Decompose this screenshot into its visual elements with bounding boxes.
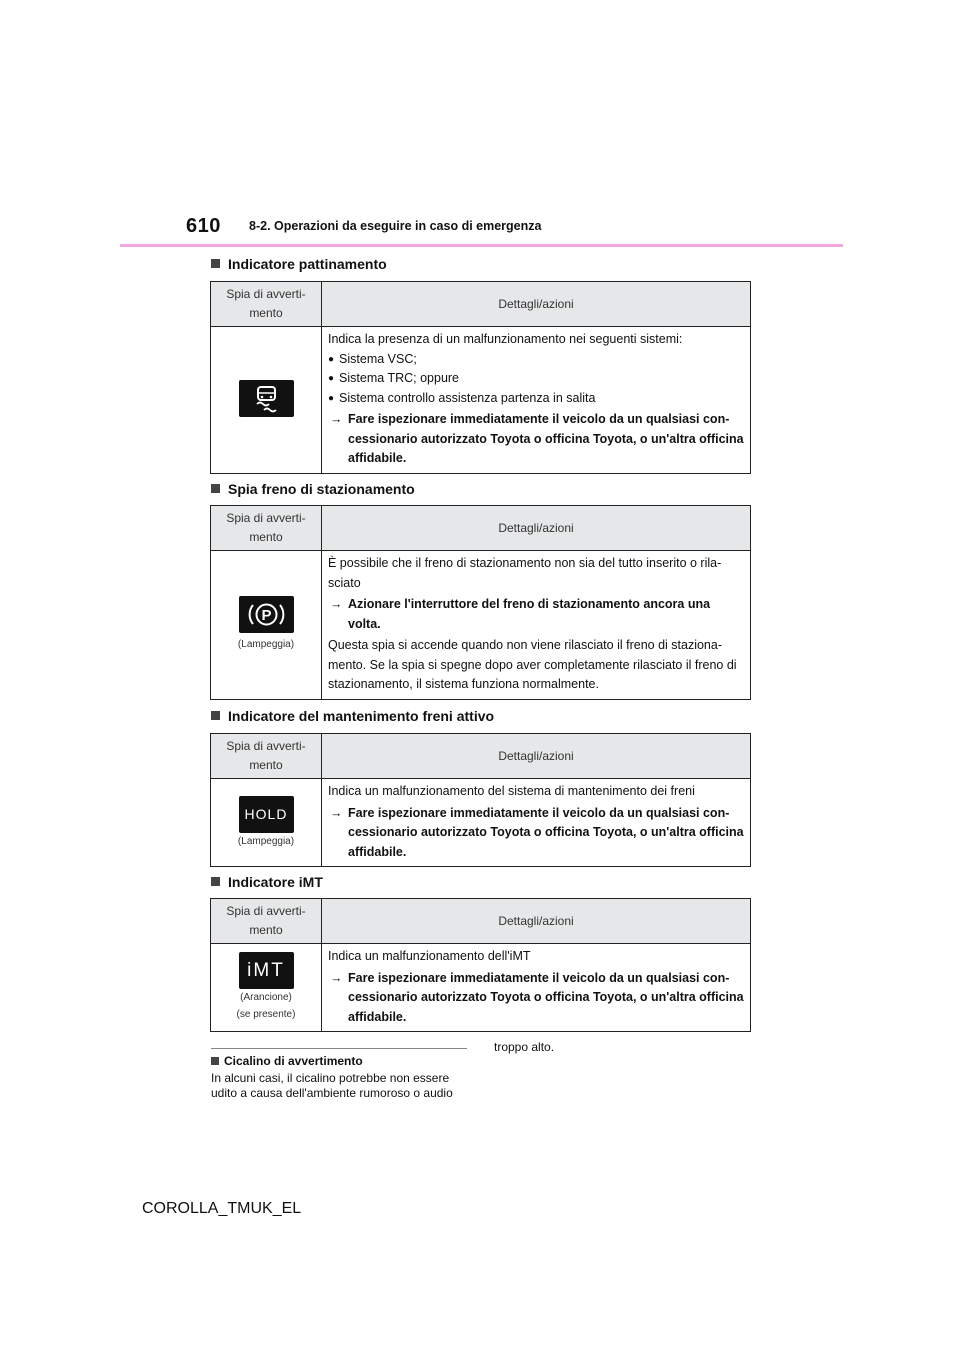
action-text: Azionare l'interruttore del freno di stazionamento ancora una volta. [348,597,711,631]
page-number: 610 [186,215,221,237]
icon-cell [211,327,322,474]
header-warning-light: Spia di avverti- mento [211,282,322,327]
chapter-title: 8-2. Operazioni da eseguire in caso di emergenza [249,219,542,233]
warning-table-hold [210,733,751,867]
header-warning-light: Spia di avverti- mento [211,734,322,779]
note-title: Cicalino di avvertimento [211,1054,363,1068]
arrow-icon: → [330,597,343,611]
square-bullet-icon [211,259,220,268]
svg-text:P: P [260,607,272,625]
hold-icon: HOLD [239,796,294,833]
action-text: Fare ispezionare immediatamente il veicolo da un qualsiasi con-cessionario autorizzato Toyota o officina Toyota, o un'altra officina affidabile. [348,805,744,859]
icon-caption-optional: (se presente) [236,1009,296,1020]
action-text: Fare ispezionare immediatamente il veicolo da un qualsiasi con-cessionario autorizzato Toyota o officina Toyota, o un'altra officina affidabile. [348,970,744,1024]
header-warning-light: Spia di avverti- mento [211,506,322,551]
square-bullet-icon [211,877,220,886]
warning-table-imt [210,898,751,1032]
header-rule [120,244,843,247]
icon-cell [211,944,322,1032]
arrow-icon: → [330,412,343,426]
square-bullet-icon [211,711,220,720]
details-cell: Indica un malfunzionamento dell'iMT → Fare ispezionare immediatamente il veicolo da un qualsiasi con-cessionario autorizzato Toyota o officina Toyota, o un'altra officina affidabile. [322,944,751,1032]
header-details: Dettagli/azioni [322,282,751,327]
list-item: ● Sistema VSC; [328,350,744,370]
footer-doc-id: COROLLA_TMUK_EL [142,1200,302,1217]
vehicle-skid-icon [239,380,294,417]
arrow-icon: → [330,805,343,820]
section-title-hold: Indicatore del mantenimento freni attivo [211,708,494,724]
list-item: ● Sistema controllo assistenza partenza in salita [328,389,744,409]
details-cell: Indica un malfunzionamento del sistema di mantenimento dei freni → Fare ispezionare immediatamente il veicolo da un qualsiasi con-cessionario autorizzato Toyota o officina Toyota, o un'altra officina affidabile. [322,779,751,867]
note-continued: troppo alto. [494,1040,555,1054]
square-bullet-icon [211,484,220,493]
details-cell: È possibile che il freno di stazionamento non sia del tutto inserito o rila-sciato → Azionare l'interruttore del freno di stazionamento ancora una volta. Questa spia si accende quando non viene rilasciato il freno di staziona-mento. Se la spia si spegne dopo aver completamente rilasciato il freno di stazionamento, il sistema funziona normalmente. [322,551,751,700]
header-details: Dettagli/azioni [322,899,751,944]
warning-table-skid [210,281,751,474]
section-title-parking-brake: Spia freno di stazionamento [211,481,415,497]
icon-cell [211,551,322,700]
note-rule [211,1048,467,1049]
imt-icon: iMT [239,952,294,989]
section-title-imt: Indicatore iMT [211,874,323,890]
header-details: Dettagli/azioni [322,506,751,551]
icon-caption: (Lampeggia) [237,835,295,847]
icon-cell [211,779,322,867]
note-text: Questa spia si accende quando non viene rilasciato il freno di staziona-mento. Se la spia si spegne dopo aver completamente rilasciato il freno di stazionamento, il sistema funziona normalmente. [328,638,737,691]
action-text: Fare ispezionare immediatamente il veicolo da un qualsiasi con-cessionario autorizzato Toyota o officina Toyota, o un'altra officina affidabile. [348,412,744,465]
header-warning-light: Spia di avverti- mento [211,899,322,944]
warning-table-parking-brake [210,505,751,700]
list-item: ● Sistema TRC; oppure [328,369,744,389]
details-cell: Indica la presenza di un malfunzionamento nei seguenti sistemi: ● Sistema VSC; ● Sistema TRC; oppure ● Sistema controllo assistenza partenza in salita → Fare ispezionare immediatamente il veicolo da un qualsiasi con-cessionario autorizzato Toyota o officina Toyota, o un'altra officina affidabile. [322,327,751,474]
parking-brake-icon [239,596,294,633]
header-details: Dettagli/azioni [322,734,751,779]
section-title-skid: Indicatore pattinamento [211,256,387,272]
arrow-icon: → [330,970,343,985]
note-text: In alcuni casi, il cicalino potrebbe non essere udito a causa dell'ambiente rumoroso o audio [211,1071,453,1100]
icon-caption: (Arancione) [240,992,292,1003]
square-bullet-icon [211,1057,219,1065]
icon-caption: (Lampeggia) [237,639,295,651]
